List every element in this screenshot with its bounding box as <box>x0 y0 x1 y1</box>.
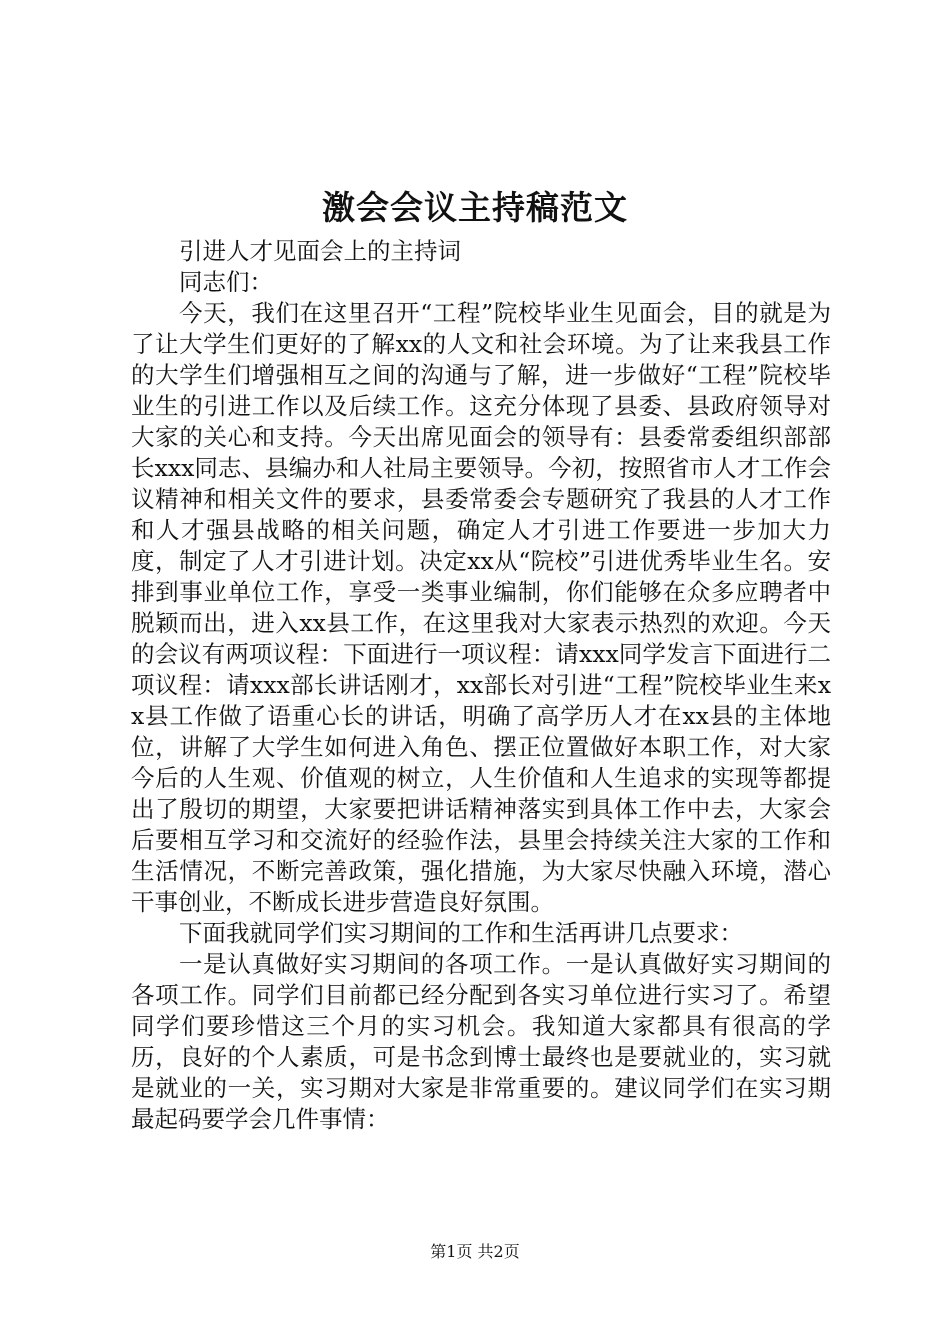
paragraph-requirements-intro: 下面我就同学们实习期间的工作和生活再讲几点要求： <box>179 919 743 947</box>
document-title: 激会会议主持稿范文 <box>322 188 628 227</box>
paragraph-requirement-one: 一是认真做好实习期间的各项工作。一是认真做好实习期间的各项工作。同学们目前都已经分配到各实习单位进行实习了。希望同学们要珍惜这三个月的实习机会。我知道大家都具有很高的学历，良好的个人素质，可是书念到博士最终也是要就业的，实习就是就业的一关，实习期对大家是非常重要的。建议同学们在实习期最起码要学会几件事情： <box>131 950 831 1133</box>
paragraph-opening: 今天，我们在这里召开“工程”院校毕业生见面会，目的就是为了让大学生们更好的了解xx的人文和社会环境。为了让来我县工作的大学生们增强相互之间的沟通与了解，进一步做好“工程”院校毕业生的引进工作以及后续工作。这充分体现了县委、县政府领导对大家的关心和支持。今天出席见面会的领导有：县委常委组织部部长xxx同志、县编办和人社局主要领导。今初，按照省市人才工作会议精神和相关文件的要求，县委常委会专题研究了我县的人才工作和人才强县战略的相关问题，确定人才引进工作要进一步加大力度，制定了人才引进计划。决定xx从“院校”引进优秀毕业生名。安排到事业单位工作，享受一类事业编制，你们能够在众多应聘者中脱颖而出，进入xx县工作，在这里我对大家表示热烈的欢迎。今天的会议有两项议程：下面进行一项议程：请xxx同学发言下面进行二项议程：请xxx部长讲话刚才，xx部长对引进“工程”院校毕业生来xx县工作做了语重心长的讲话，明确了高学历人才在xx县的主体地位，讲解了大学生如何进入角色、摆正位置做好本职工作，对大家今后的人生观、价值观的树立，人生价值和人生追求的实现等都提出了殷切的期望，大家要把讲话精神落实到具体工作中去，大家会后要相互学习和交流好的经验作法，县里会持续关注大家的工作和生活情况，不断完善政策，强化措施，为大家尽快融入环境，潜心干事创业，不断成长进步营造良好氛围。 <box>131 299 831 916</box>
page-footer: 第1页 共2页 <box>430 1242 520 1261</box>
document-body <box>131 236 831 1135</box>
paragraph-salutation: 同志们： <box>179 268 273 296</box>
paragraph-subtitle: 引进人才见面会上的主持词 <box>179 237 461 265</box>
